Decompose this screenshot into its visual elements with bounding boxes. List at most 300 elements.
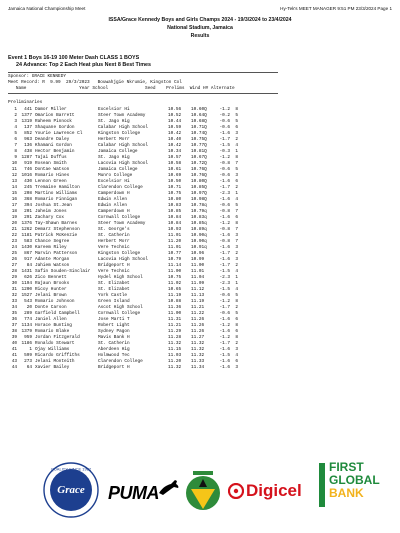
cell-seed: 11.21	[168, 323, 182, 328]
cell-school: Green Island	[98, 299, 130, 304]
cell-name: Garfield Campbell	[35, 311, 80, 316]
cell-wind: -1.6	[219, 329, 230, 334]
cell-name: Zachary Cox	[35, 215, 64, 220]
cell-prelim: 11.26	[191, 323, 205, 328]
cell-seed: 10.84	[168, 215, 182, 220]
cell-place: 27	[11, 263, 17, 268]
cell-wind: -0.8	[219, 227, 230, 232]
cell-wind: -0.6	[219, 119, 230, 124]
cell-seed: 10.75	[168, 275, 182, 280]
cell-prelim: 10.76Q	[191, 173, 207, 178]
cell-school: Sydney Pagon	[98, 329, 130, 334]
cell-seed: 10.52	[168, 113, 182, 118]
cell-bib: 1527	[21, 293, 32, 298]
round-label: Preliminaries	[8, 100, 43, 105]
cell-wind: -1.6	[219, 347, 230, 352]
meet-record: Meet Record: R 9.99 29/3/2023 Bouwahjgie Nkrumie, Kingston Col	[8, 80, 182, 85]
cell-place: 35	[11, 311, 17, 316]
cell-heat: 7	[235, 209, 238, 214]
cell-school: St. Catherin	[98, 233, 130, 238]
cell-seed: 10.75	[168, 191, 182, 196]
cell-prelim: 11.33	[191, 359, 205, 364]
cell-place: 11	[11, 167, 17, 172]
cell-prelim: 11.19	[191, 299, 205, 304]
cell-wind: -1.6	[219, 365, 230, 370]
cell-place: 1	[14, 107, 17, 112]
cell-prelim: 10.72Q	[191, 161, 207, 166]
cell-name: Shaquane Gordon	[35, 125, 75, 130]
cell-name: Omarion Barrett	[35, 113, 75, 118]
cell-heat: 5	[235, 311, 238, 316]
cell-heat: 3	[235, 365, 238, 370]
advance-rule: 24 Advance: Top 2 Each Heat plus Next 8 Best Times	[16, 62, 152, 68]
cell-school: Camperdown H	[98, 209, 130, 214]
cell-name: Jahiem Watson	[35, 263, 70, 268]
championship-title: ISSA/Grace Kennedy Boys and Girls Champs 2024 - 19/3/2024 to 23/4/2024	[108, 17, 292, 23]
cell-school: St. Jago Hig	[98, 155, 130, 160]
cell-school: Cornwall College	[98, 311, 141, 316]
cell-name: Martino Williams	[35, 191, 78, 196]
cell-place: 44	[11, 365, 17, 370]
cell-bib: 1430	[21, 245, 32, 250]
cell-place: 34	[11, 305, 17, 310]
cell-prelim: 10.83q	[191, 215, 207, 220]
cell-prelim: 10.81Q	[191, 149, 207, 154]
cell-seed: 10.40	[168, 137, 182, 142]
cell-bib: 1016	[21, 173, 32, 178]
cell-seed: 10.77	[168, 251, 182, 256]
cell-place: 16	[11, 197, 17, 202]
cell-school: Bridgeport H	[98, 263, 130, 268]
cell-school: Jamaica College	[98, 167, 138, 172]
cell-heat: 3	[235, 233, 238, 238]
cell-school: Vere Technic	[98, 245, 130, 250]
cell-bib: 1186	[21, 341, 32, 346]
cell-seed: 10.83	[168, 203, 182, 208]
cell-prelim: 10.85q	[191, 221, 207, 226]
cell-prelim: 10.74Q	[191, 131, 207, 136]
cell-wind: -1.6	[219, 215, 230, 220]
cell-name: Jordan Fitzgerald	[35, 335, 80, 340]
cell-heat: 4	[235, 287, 238, 292]
cell-place: 38	[11, 329, 17, 334]
cell-bib: 201	[24, 209, 32, 214]
cell-name: Raheem Pinnock	[35, 119, 72, 124]
cell-prelim: 11.13	[191, 293, 205, 298]
cell-name: Romario Hines	[35, 173, 70, 178]
fgb-line-global: GLOBAL	[329, 473, 380, 487]
cell-school: Steer Town Academy	[98, 113, 146, 118]
cell-prelim: 11.01	[191, 269, 205, 274]
cell-name: Khamani Gordon	[35, 143, 72, 148]
cell-heat: 5	[235, 119, 238, 124]
cell-name: Damor Miller	[35, 107, 67, 112]
cell-school: Jamaica College	[98, 149, 138, 154]
cell-bib: 430	[24, 179, 32, 184]
report-header	[8, 6, 392, 14]
cell-prelim: 11.32	[191, 353, 205, 358]
cell-wind: -0.8	[219, 239, 230, 244]
cell-seed: 10.44	[168, 119, 182, 124]
cell-prelim: 11.04	[191, 275, 205, 280]
cell-place: 29	[11, 275, 17, 280]
puma-wordmark: PUMA	[108, 483, 159, 503]
cell-seed: 11.32	[168, 341, 182, 346]
cell-heat: 8	[235, 221, 238, 226]
cell-prelim: 11.32	[191, 347, 205, 352]
cell-prelim: 11.26	[191, 317, 205, 322]
cell-school: Kingston College	[98, 131, 141, 136]
cell-name: Safin Souden-Sinclair	[35, 269, 91, 274]
cell-bib: 289	[24, 311, 32, 316]
cell-school: St. Elizabet	[98, 281, 130, 286]
cell-wind: -1.6	[219, 131, 230, 136]
cell-heat: 6	[235, 329, 238, 334]
cell-wind: -0.2	[219, 113, 230, 118]
cell-bib: 543	[24, 299, 32, 304]
cell-wind: -1.5	[219, 287, 230, 292]
cell-school: Excelsior Hi	[98, 179, 130, 184]
cell-heat: 1	[235, 281, 238, 286]
cell-bib: 1319	[21, 119, 32, 124]
cell-wind: -1.7	[219, 341, 230, 346]
cell-place: 23	[11, 239, 17, 244]
cell-school: Calabar High School	[98, 125, 149, 130]
cell-school: Herbert Morr	[98, 137, 130, 142]
cell-heat: 8	[235, 155, 238, 160]
cell-name: Chance Segree	[35, 239, 70, 244]
sponsor-line: Sponsor: GRACE KENNEDY	[8, 74, 66, 79]
cell-heat: 3	[235, 347, 238, 352]
cell-bib: 1	[29, 347, 32, 352]
cell-seed: 10.71	[168, 185, 182, 190]
cell-heat: 2	[235, 185, 238, 190]
cell-school: Calabar High School	[98, 143, 149, 148]
cell-seed: 10.42	[168, 131, 182, 136]
cell-wind: -1.5	[219, 269, 230, 274]
event-title: Event 1 Boys 16-19 100 Meter Dash CLASS 1 BOYS	[8, 55, 140, 61]
event-heading	[8, 55, 151, 69]
cell-wind: -1.7	[219, 137, 230, 142]
cell-prelim: 10.68Q	[191, 119, 207, 124]
cell-seed: 11.01	[168, 245, 182, 250]
cell-seed: 10.42	[168, 143, 182, 148]
cell-heat: 7	[235, 227, 238, 232]
cell-school: Jose Marti T	[98, 317, 130, 322]
cell-heat: 2	[235, 263, 238, 268]
cell-name: Ricardo Griffiths	[35, 353, 80, 358]
column-headers: Name Year School Seed Prelims Wind H# Alternate	[8, 86, 235, 91]
cell-bib: 1287	[21, 155, 32, 160]
grace-ring-text: QUALITY SINCE 1922	[50, 466, 92, 472]
cell-bib: 1200	[21, 287, 32, 292]
cell-school: St. Elizabet	[98, 287, 130, 292]
cell-wind: -1.6	[219, 257, 230, 262]
cell-name: Jaheim Jones	[35, 209, 67, 214]
cell-wind: -1.6	[219, 233, 230, 238]
cell-seed: 10.93	[168, 227, 182, 232]
cell-name: Donte Carson	[35, 305, 67, 310]
cell-bib: 84	[26, 263, 32, 268]
cell-place: 33	[11, 299, 17, 304]
cell-wind: -1.7	[219, 185, 230, 190]
cell-prelim: 11.32	[191, 341, 205, 346]
cell-prelim: 11.09	[191, 281, 205, 286]
cell-school: Hydel High School	[98, 275, 143, 280]
cell-prelim: 10.91q	[191, 245, 207, 250]
cell-heat: 6	[235, 125, 238, 130]
cell-name: Patrick McKenzie	[35, 233, 78, 238]
puma-logo	[108, 477, 178, 511]
cell-place: 3	[14, 119, 17, 124]
cell-seed: 10.69	[168, 173, 182, 178]
cell-seed: 10.80	[168, 197, 182, 202]
cell-prelim: 10.89q	[191, 227, 207, 232]
cell-seed: 11.15	[168, 347, 182, 352]
cell-name: Romario Johnson	[35, 299, 75, 304]
cell-seed: 10.65	[168, 287, 182, 292]
cell-school: Lacovia High School	[98, 161, 149, 166]
cell-bib: 1134	[21, 323, 32, 328]
cell-name: Dontae Watson	[35, 167, 70, 172]
cell-bib: 919	[24, 161, 32, 166]
cell-place: 12	[11, 173, 17, 178]
cell-bib: 136	[24, 143, 32, 148]
cell-place: 39	[11, 335, 17, 340]
cell-prelim: 10.60Q	[191, 107, 207, 112]
jamaica-emblem-logo	[183, 469, 223, 513]
cell-name: Janiel Allen	[35, 317, 67, 322]
cell-bib: 64	[26, 365, 32, 370]
cell-place: 15	[11, 191, 17, 196]
divider	[8, 72, 278, 73]
cell-seed: 10.34	[168, 149, 182, 154]
cell-heat: 3	[235, 245, 238, 250]
cell-place: 26	[11, 257, 17, 262]
cell-wind: -0.6	[219, 173, 230, 178]
cell-name: Yourie Lawrence Cl	[35, 131, 83, 136]
cell-place: 24	[11, 245, 17, 250]
cell-seed: 11.36	[168, 305, 182, 310]
cell-name: Joshua St.Jean	[35, 203, 72, 208]
fgb-line-bank: BANK	[329, 486, 364, 500]
cell-place: 7	[14, 143, 17, 148]
grace-logo	[42, 461, 100, 519]
cell-name: Jelani Monteith	[35, 359, 75, 364]
cell-place: 18	[11, 209, 17, 214]
cell-wind: -0.6	[219, 311, 230, 316]
cell-prelim: 10.76Q	[191, 167, 207, 172]
cell-prelim: 10.90q	[191, 233, 207, 238]
cell-name: Romario Blake	[35, 329, 70, 334]
cell-school: Aberdeen Hig	[98, 347, 130, 352]
cell-heat: 5	[235, 167, 238, 172]
cell-place: 36	[11, 317, 17, 322]
cell-place: 28	[11, 269, 17, 274]
sponsor-logos	[0, 455, 400, 525]
cell-wind: -0.6	[219, 125, 230, 130]
cell-place: 6	[14, 137, 17, 142]
cell-prelim: 11.27	[191, 335, 205, 340]
cell-seed: 11.00	[168, 311, 182, 316]
cell-seed: 11.03	[168, 353, 182, 358]
cell-heat: 4	[235, 353, 238, 358]
cell-place: 32	[11, 293, 17, 298]
cell-wind: -1.7	[219, 251, 230, 256]
cell-bib: 867	[24, 251, 32, 256]
cell-school: Cornwall College	[98, 215, 141, 220]
cell-place: 21	[11, 227, 17, 232]
cell-place: 41	[11, 347, 17, 352]
cell-place: 8	[14, 149, 17, 154]
cell-place: 43	[11, 359, 17, 364]
cell-heat: 8	[235, 299, 238, 304]
cell-heat: 2	[235, 305, 238, 310]
cell-school: Steer Town Academy	[98, 221, 146, 226]
cell-place: 19	[11, 215, 17, 220]
cell-heat: 8	[235, 323, 238, 328]
cell-seed: 10.59	[168, 125, 182, 130]
cell-prelim: 10.67Q	[191, 155, 207, 160]
cell-seed: 11.01	[168, 233, 182, 238]
cell-heat: 5	[235, 203, 238, 208]
cell-bib: 852	[24, 131, 32, 136]
cell-prelim: 11.22	[191, 311, 205, 316]
cell-wind: -1.5	[219, 353, 230, 358]
cell-heat: 3	[235, 257, 238, 262]
cell-name: Ricoy Hunter	[35, 287, 67, 292]
cell-wind: -1.6	[219, 359, 230, 364]
cell-wind: -0.8	[219, 161, 230, 166]
cell-bib: 746	[24, 167, 32, 172]
cell-wind: -2.3	[219, 275, 230, 280]
cell-seed: 11.31	[168, 317, 182, 322]
cell-heat: 2	[235, 137, 238, 142]
cell-school: Camperdown H	[98, 191, 130, 196]
cell-name: Rosean Smith	[35, 161, 67, 166]
cell-bib: 1376	[21, 221, 32, 226]
cell-name: Tay-Shawn Barnes	[35, 221, 78, 226]
cell-name: Ronaldo Stewart	[35, 341, 75, 346]
cell-name: Tajai Duffus	[35, 155, 67, 160]
cell-school: Ascot High School	[98, 305, 143, 310]
cell-place: 17	[11, 203, 17, 208]
cell-school: St. George's	[98, 227, 130, 232]
cell-place: 10	[11, 161, 17, 166]
cell-school: Clarendon College	[98, 359, 143, 364]
cell-school: Edwin Allen	[98, 197, 127, 202]
cell-bib: 245	[24, 185, 32, 190]
digicel-logo	[228, 479, 308, 509]
cell-seed: 10.79	[168, 257, 182, 262]
cell-name: Kareem Riley	[35, 245, 67, 250]
cell-school: Bridgeport H	[98, 365, 130, 370]
cell-prelim: 10.90q	[191, 239, 207, 244]
cell-place: 5	[14, 131, 17, 136]
cell-wind: -1.2	[219, 107, 230, 112]
cell-heat: 7	[235, 161, 238, 166]
cell-wind: -0.6	[219, 167, 230, 172]
cell-bib: 1431	[21, 269, 32, 274]
cell-school: Vere Technic	[98, 269, 130, 274]
cell-bib: 917	[24, 257, 32, 262]
cell-seed: 10.61	[168, 167, 182, 172]
cell-school: Lacovia High School	[98, 257, 149, 262]
cell-heat: 1	[235, 191, 238, 196]
cell-seed: 11.00	[168, 269, 182, 274]
cell-school: Munro College	[98, 173, 133, 178]
cell-prelim: 10.80Q	[191, 179, 207, 184]
cell-heat: 6	[235, 179, 238, 184]
cell-prelim: 10.77Q	[191, 143, 207, 148]
cell-bib: 583	[24, 239, 32, 244]
cell-seed: 11.20	[168, 359, 182, 364]
cell-seed: 11.20	[168, 239, 182, 244]
cell-seed: 11.19	[168, 293, 182, 298]
first-global-bank-logo	[318, 461, 378, 513]
cell-prelim: 11.12	[191, 287, 205, 292]
cell-heat: 6	[235, 359, 238, 364]
cell-heat: 8	[235, 107, 238, 112]
cell-bib: 774	[24, 317, 32, 322]
cell-seed: 10.58	[168, 161, 182, 166]
cell-heat: 5	[235, 293, 238, 298]
cell-heat: 2	[235, 341, 238, 346]
cell-wind: -2.3	[219, 281, 230, 286]
cell-bib: 208	[24, 191, 32, 196]
cell-name: Romario Finnigan	[35, 197, 78, 202]
cell-wind: -1.7	[219, 263, 230, 268]
cell-bib: 1194	[21, 281, 32, 286]
cell-name: Lennon Green	[35, 179, 67, 184]
cell-bib: 137	[24, 125, 32, 130]
cell-wind: -1.2	[219, 221, 230, 226]
cell-wind: -0.6	[219, 203, 230, 208]
meet-name: Jamaica National Championship Meet	[8, 6, 86, 11]
cell-bib: 599	[24, 353, 32, 358]
cell-heat: 4	[235, 197, 238, 202]
cell-school: St. Catherin	[98, 341, 130, 346]
cell-wind: -0.8	[219, 209, 230, 214]
cell-prelim: 10.64Q	[191, 113, 207, 118]
cell-prelim: 10.99	[191, 257, 205, 262]
cell-seed: 10.85	[168, 209, 182, 214]
cell-place: 40	[11, 341, 17, 346]
fgb-line-first: FIRST	[329, 460, 364, 474]
cell-school: Kingston College	[98, 251, 141, 256]
cell-bib: 1262	[21, 227, 32, 232]
cell-place: 22	[11, 233, 17, 238]
cell-bib: 438	[24, 149, 32, 154]
cell-seed: 11.29	[168, 329, 182, 334]
cell-seed: 10.56	[168, 107, 182, 112]
cell-name: Tremaine Hamilton	[35, 185, 80, 190]
cell-name: Demarz Stephenson	[35, 227, 80, 232]
cell-bib: 291	[24, 215, 32, 220]
cell-seed: 11.02	[168, 281, 182, 286]
cell-heat: 8	[235, 335, 238, 340]
cell-name: Ojay Williams	[35, 347, 70, 352]
cell-prelim: 10.79q	[191, 209, 207, 214]
cell-wind: -1.6	[219, 179, 230, 184]
cell-prelim: 10.75Q	[191, 137, 207, 142]
cell-place: 2	[14, 113, 17, 118]
cell-bib: 368	[24, 197, 32, 202]
cell-wind: -1.2	[219, 299, 230, 304]
divider	[8, 93, 278, 94]
cell-prelim: 11.21	[191, 305, 205, 310]
section-title: Results	[190, 33, 210, 39]
